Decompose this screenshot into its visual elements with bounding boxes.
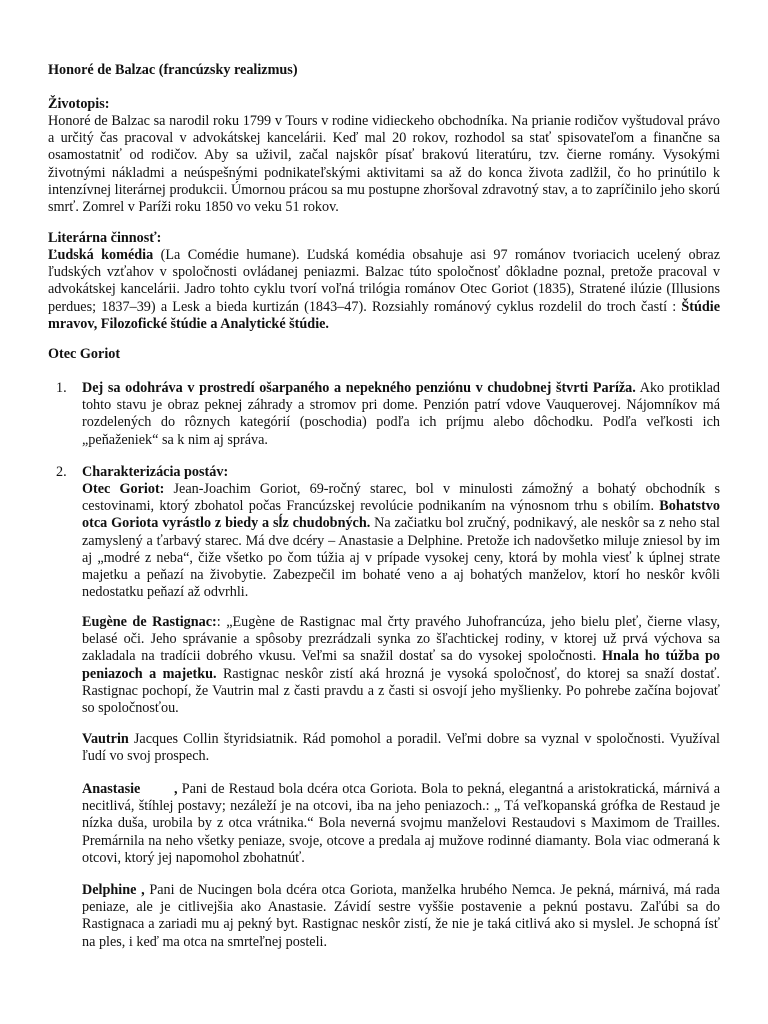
delphine-text: Pani de Nucingen bola dcéra otca Goriota, manželka hrubého Nemca. Je pekná, márnivá, má rada peniaze, ale je citlivejšia ako Anastasie. Závidí sestre vyššie postavenie a peknú postavu. Zaľúbi sa do Rastignaca a zariadi mu aj pekný byt. Rastignac neskôr zistí, že nie je taká citlivá ako si myslel. Je schopná ísť na ples, i keď ma otca na smrteľnej posteli. — [82, 882, 720, 950]
goriot-heading: Otec Goriot — [48, 346, 121, 362]
rastignac-bold: Hnala ho túžba po peniazoch a majetku. — [82, 648, 720, 682]
rastignac-name: Eugène de Rastignac: — [82, 614, 217, 630]
literarna-text: (La Comédie humane). Ľudská komédia obsahuje asi 97 románov tvoriacich ucelený obraz ľudských vzťahov v spoločnosti ovládanej peniazmi. Balzac túto spoločnosť dôkladne poznal, pretože pracoval v advokátskej kancelárii. Jadro tohto cyklu tvorí voľná trilógia románov Otec Goriot (1835), Stratené ilúzie (Illusions perdues; 1837–39) a Lesk a bieda kurtizán (1843–47). Rozsiahly románový cyklus rozdelil do troch častí : — [48, 247, 720, 315]
zivotopis-heading: Životopis: — [48, 96, 110, 112]
rastignac-paragraph — [82, 614, 720, 717]
item2-number: 2. — [56, 464, 67, 480]
anastasie-name: Anastasie — [82, 781, 141, 797]
document-title: Honoré de Balzac (francúzsky realizmus) — [48, 62, 298, 78]
item1-number: 1. — [56, 380, 67, 396]
literarna-lead: Ľudská komédia — [48, 247, 154, 263]
anastasie-text: Pani de Restaud bola dcéra otca Goriota. Bola to pekná, elegantná a aristokratická, márnivá a necitlivá, štíhlej postavy; nezáleží je na otcovi, iba na jeho peniazoch.: „ Tá veľkopanská grófka de Restaud je nízka duša, urobila by z otca vrátnika.“ Bola neverná svojmu manželovi Restaudovi s Maximom de Trailles. Premárnila na neho všetky peniaze, svoje, otcove a predala aj mužove rodinné diamanty. Bola viac odmeraná k otcovi, ktorý jej napomohol zbohatnúť. — [82, 781, 720, 866]
delphine-name: Delphine , — [82, 882, 145, 898]
goriot-bold: Bohatstvo otca Goriota vyrástlo z biedy a sĺz chudobných. — [82, 498, 720, 532]
delphine-paragraph — [82, 882, 720, 951]
item1-bold: Dej sa odohráva v prostredí ošarpaného a nepekného penziónu v chudobnej štvrti Paríža. — [82, 380, 636, 396]
item2-heading: Charakterizácia postáv: — [82, 464, 229, 480]
rastignac-text2: Rastignac neskôr zistí aká hrozná je vysoká spoločnosť, do ktorej sa snaží dostať. Rastignac pochopí, že Vautrin mal z časti pravdu a z časti si osvojí jeho myšlienky. Po pohrebe začína bojovať so spoločnosťou. — [82, 665, 720, 717]
goriot-text1: Jean-Joachim Goriot, 69-ročný starec, bol v minulosti zámožný a bohatý obchodník s cestovinami, ktorý zbohatol počas Francúzskej revolúcie podnikaním na výnosnom trhu s obilím. — [82, 481, 720, 515]
vautrin-name: Vautrin — [82, 731, 129, 747]
literarna-heading: Literárna činnosť: — [48, 230, 162, 246]
literarna-tail: Štúdie mravov, Filozofické štúdie a Analytické štúdie. — [48, 298, 720, 332]
anastasie-comma: , — [140, 781, 178, 797]
vautrin-paragraph — [82, 731, 720, 765]
rastignac-text1: : „Eugène de Rastignac mal črty pravého Juhofrancúza, jeho bielu pleť, čierne vlasy, belasé oči. Jeho správanie a spôsoby prezrádzali synka zo šľachtickej rodiny, v ktorej už prvá výchova sa zakladala na tradícii dobrého vkusu. Veľmi sa snažil dostať sa do vysokej spoločnosti. — [82, 614, 720, 665]
vautrin-text: Jacques Collin štyridsiatnik. Rád pomohol a poradil. Veľmi dobre sa vyznal v spoločnosti. Využíval ľudí vo svoj prospech. — [82, 731, 720, 765]
goriot-text2: Na začiatku bol zručný, podnikavý, ale neskôr sa z neho stal zamyslený a ťarbavý starec. Má dve dcéry – Anastasie a Delphine. Pretože ich nadovšetko miluje zniesol by im aj „modré z neba“, čiže všetko po čom túžia aj v prípade vysokej ceny, ktorá by mohla viesť k úplnej strate majetku a peňazí na živobytie. Zabezpečil im bohaté veno a aj bohatých manželov, ktorí ho neskôr kvôli nedostatku peňazí až odvrhli. — [82, 515, 720, 601]
zivotopis-text: Honoré de Balzac sa narodil roku 1799 v Tours v rodine vidieckeho obchodníka. Na prianie rodičov vyštudoval právo a určitý čas pracoval v advokátskej kancelárii. Keď mal 20 rokov, rozhodol sa stať spisovateľom a finančne sa osamostatniť od rodičov. Aby sa uživil, začal najskôr písať brakovú literatúru, tzv. čierne romány. Vysokými životnými nákladmi a neúspešnými podnikateľskými aktivitami sa až do konca života zadlžil, čo ho prinútilo k intenzívnej literárnej produkcii. Úmornou prácou sa mu postupne zhoršoval zdravotný stav, a to zapríčinilo jeho skorú smrť. Zomrel v Paríži roku 1850 vo veku 51 rokov. — [48, 113, 720, 216]
literarna-paragraph — [48, 247, 720, 333]
goriot-paragraph — [82, 481, 720, 601]
goriot-name: Otec Goriot: — [82, 481, 165, 497]
item1-text: Ako protiklad tohto stavu je obraz peknej záhrady a stromov pri dome. Penzión patrí vdove Vauquerovej. Nájomníkov má rozdelených do rôznych kategórií (poschodia) podľa ich príjmu alebo dôchodku. Podľa veľkosti ich „peňaženiek“ sa k nim aj správa. — [82, 380, 720, 448]
anastasie-paragraph — [82, 781, 720, 867]
item1-paragraph — [82, 380, 720, 449]
